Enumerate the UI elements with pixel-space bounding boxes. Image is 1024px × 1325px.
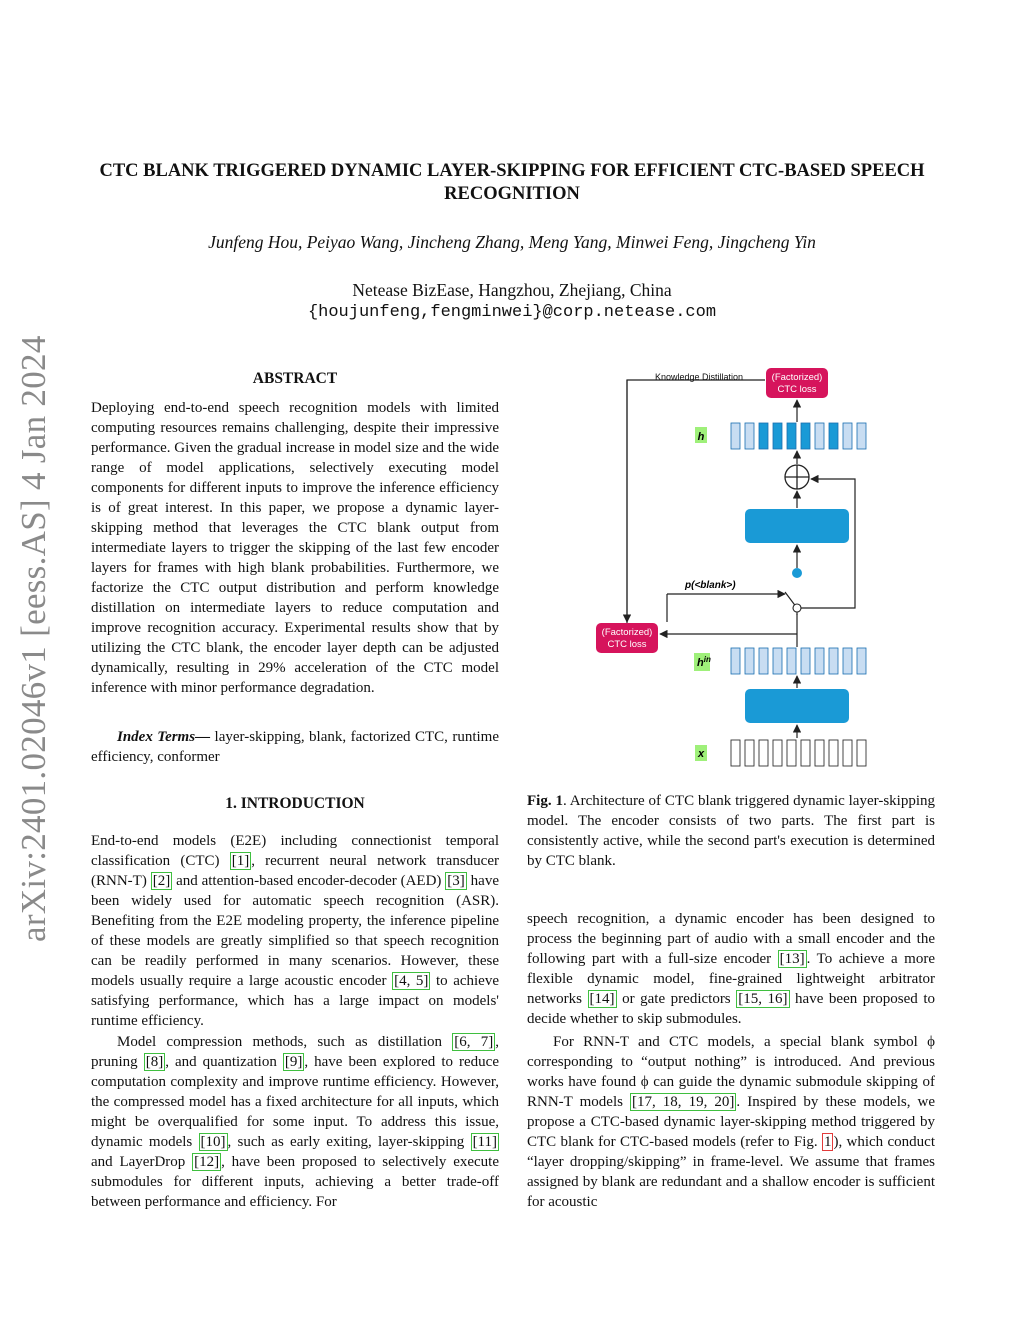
h-cells xyxy=(731,423,866,449)
abstract-text: Deploying end-to-end speech recognition models with limited computing resources remains challenging, despite their impressive performance. Given the gradual increase in model size and the wide range of model applications, selectively executing model components for different inputs to improve the inference efficiency is of great interest. In this paper, we propose a dynamic layer-skipping method that leverages the CTC blank output from intermediate layers to trigger the skipping of the last few encoder layers for frames with high blank probabilities. Furthermore, we factorize the CTC output distribution and perform knowledge distillation on intermediate layers to reduce computation and improve recognition accuracy. Experimental results show that by utilizing the CTC blank, the encoder layer depth can be adjusted dynamically, resulting in 29% acceleration of the CTC model inference with minor performance degradation. xyxy=(91,400,499,696)
citation-link[interactable]: [3] xyxy=(447,873,465,889)
right-paragraph-1: speech recognition, a dynamic encoder has been designed to process the beginning part of audio with a small encoder and the following part with a full-size encoder [13] . To achieve a more flexible dynamic model, fine-grained lightweight arbitrator networks [14] or gate predictors [15, 16] have been proposed to decide whether to skip submodules. xyxy=(527,911,935,1027)
hin-cells xyxy=(731,648,866,674)
intro-heading: 1. INTRODUCTION xyxy=(225,795,365,812)
citation-link[interactable]: [17, 18, 19, 20] xyxy=(632,1094,735,1110)
input-cells xyxy=(731,740,866,766)
lower-encoder-block xyxy=(745,689,849,723)
citation-link[interactable]: [6, 7] xyxy=(454,1034,494,1050)
arxiv-watermark[interactable]: arXiv:2401.02046v1 [eess.AS] 4 Jan 2024 xyxy=(14,335,53,942)
x-label: x xyxy=(697,748,705,760)
citation-link[interactable]: [15, 16] xyxy=(738,991,788,1007)
paper-email: {houjunfeng,fengminwei}@corp.netease.com xyxy=(307,303,717,322)
index-terms-label: Index Terms— xyxy=(117,729,211,745)
top-loss-line-2: CTC loss xyxy=(777,384,817,395)
citation-link[interactable]: [4, 5] xyxy=(394,973,429,989)
citation-link[interactable]: [1] xyxy=(231,853,250,869)
mid-loss-line-2: CTC loss xyxy=(607,639,647,650)
paper-authors: Junfeng Hou, Peiyao Wang, Jincheng Zhang, Meng Yang, Minwei Feng, Jingcheng Yin xyxy=(208,232,816,252)
top-loss-line-1: (Factorized) xyxy=(771,372,823,383)
hin-label: $h^{in}$ xyxy=(697,655,711,669)
kd-label: Knowledge Distillation xyxy=(655,372,744,382)
h-label: h xyxy=(697,431,705,443)
citation-link[interactable]: [8] xyxy=(145,1054,164,1070)
index-terms-text: layer-skipping, blank, factorized CTC, runtime efficiency, conformer xyxy=(91,729,499,765)
pblank-label: p(<blank>) xyxy=(685,580,736,591)
citation-link[interactable]: [9] xyxy=(284,1054,303,1070)
abstract-heading: ABSTRACT xyxy=(252,370,338,387)
paper-title: CTC BLANK TRIGGERED DYNAMIC LAYER-SKIPPING FOR EFFICIENT CTC-BASED SPEECH RECOGNITION xyxy=(99,161,925,204)
citation-link[interactable]: [14] xyxy=(589,991,615,1007)
citation-link[interactable]: [11] xyxy=(472,1134,497,1150)
upper-encoder-block xyxy=(745,509,849,543)
mid-loss-line-1: (Factorized) xyxy=(601,627,653,638)
residual-line xyxy=(797,479,855,615)
citation-link[interactable]: [10] xyxy=(200,1134,226,1150)
right-paragraph-2: For RNN-T and CTC models, a special blank symbol ϕ corresponding to “output nothing” is introduced. And previous works have found ϕ can guide the dynamic submodule skipping of RNN-T models [17, 18, 19, 20] . Inspired by these models, we propose a CTC-based dynamic layer-skipping method triggered by CTC blank for CTC-based models (refer to Fig. 1 ), which conduct “layer dropping/skipping” in frame-level. We assume that frames assigned by blank are redundant and a shallow encoder is sufficient for acoustic xyxy=(527,1034,935,1210)
citation-link[interactable]: [2] xyxy=(152,873,171,889)
switch-node-active xyxy=(792,568,802,578)
figure-caption-label: Fig. 1 xyxy=(527,793,563,809)
citation-link[interactable]: [12] xyxy=(194,1154,220,1170)
figure-caption: Fig. 1. Architecture of CTC blank triggered dynamic layer-skipping model. The encoder consists of two parts. The first part is consistently active, while the second part's execution is determined by CTC blank. xyxy=(527,793,935,869)
paper-affiliation: Netease BizEase, Hangzhou, Zhejiang, China xyxy=(352,280,672,300)
index-terms xyxy=(91,727,499,767)
intro-paragraph-1: End-to-end models (E2E) including connectionist temporal classification (CTC) [1] , recurrent neural network transducer (RNN-T) [2] and attention-based encoder-decoder (AED) [3] have been widely used for automatic speech recognition (ASR). Benefiting from the E2E modeling property, the inference pipeline of these models are greatly simplified so that speech recognition can be readily performed in many scenarios. However, these models usually require a large acoustic encoder [4, 5] to achieve satisfying performance, which has a large impact on models' runtime efficiency. xyxy=(91,833,499,1029)
architecture-figure xyxy=(585,360,905,780)
intro-paragraph-2: Model compression methods, such as distillation [6, 7] , pruning [8] , and quantization [9] , have been explored to reduce computation complexity and improve runtime efficiency. However, the compressed model has a fixed architecture for all inputs, which might be overqualified for some input. To address this issue, dynamic models [10] , such as early exiting, layer-skipping [11] and LayerDrop [12] , have been proposed to selectively execute submodules for different inputs, achieving a better trade-off between performance and efficiency. For xyxy=(91,1034,499,1210)
citation-link[interactable]: [13] xyxy=(779,951,805,967)
figure-reference-link[interactable]: 1 xyxy=(823,1134,832,1150)
